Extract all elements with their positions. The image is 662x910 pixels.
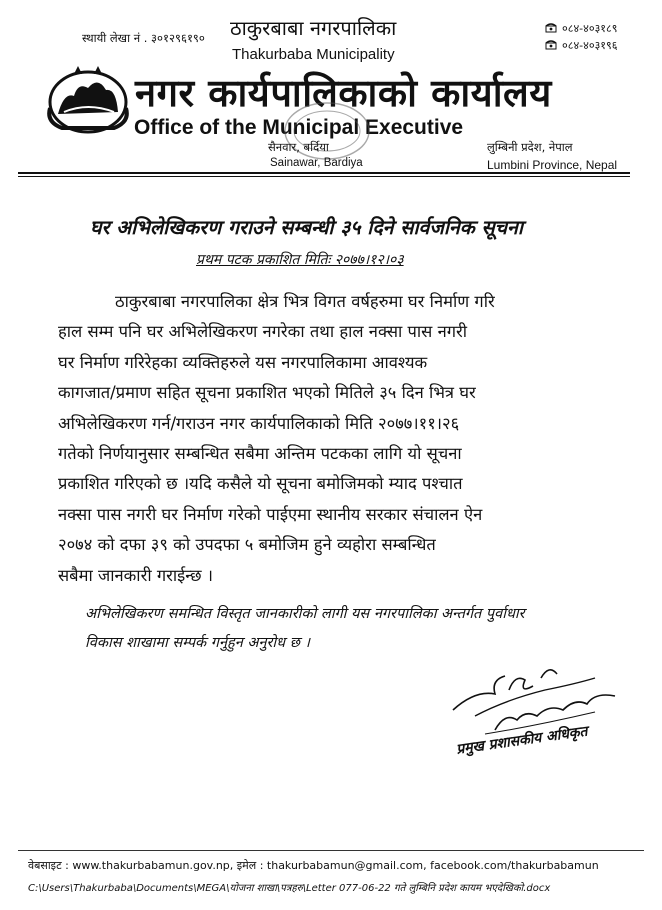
- address-right-nepali: लुम्बिनी प्रदेश, नेपाल: [487, 140, 573, 154]
- body-line: नक्सा पास नगरी घर निर्माण गरेको पाईएमा स्थानीय सरकार संचालन ऐन: [58, 504, 483, 524]
- handwritten-signature: [445, 650, 630, 740]
- publication-date: प्रथम पटक प्रकाशित मितिः २०७७।१२।०३: [196, 252, 404, 268]
- notice-body: [58, 287, 614, 591]
- municipality-name-nepali: ठाकुरबाबा नगरपालिका: [230, 16, 397, 40]
- note-line: विकास शाखामा सम्पर्क गर्नुहुन अनुरोध छ ।: [85, 635, 310, 651]
- body-line: ठाकुरबाबा नगरपालिका क्षेत्र भित्र विगत वर्षहरुमा घर निर्माण गरि: [115, 292, 495, 311]
- address-right-english: Lumbini Province, Nepal: [487, 158, 618, 172]
- body-line: हाल सम्म पनि घर अभिलेखिकरण नगरेका तथा हाल नक्सा पास नगरी: [58, 322, 468, 342]
- body-line: सबैमा जानकारी गराईन्छ ।: [58, 565, 214, 585]
- registration-number: स्थायी लेखा नं . ३०१२९६१९०: [82, 31, 205, 45]
- phone-numbers: [545, 20, 617, 54]
- footer-file-path: C:\Users\Thakurbaba\Documents\MEGA\योजना शाखा\पत्रहरु\Letter 077-06-22 गते लुम्बिनि प्रदेश कायम भएदेखिको.docx: [28, 883, 551, 894]
- body-line: गतेको निर्णयानुसार सम्बन्धित सबैमा अन्तिम पटकका लागि यो सूचना: [58, 443, 462, 463]
- phone-line-1: [545, 20, 617, 37]
- note-line: अभिलेखिकरण समन्धित विस्तृत जानकारीको लागी यस नगरपालिका अन्तर्गत पुर्वाधार: [85, 606, 525, 622]
- body-line: घर निर्माण गरिरेहका व्यक्तिहरुले यस नगरपालिकामा आवश्यक: [58, 352, 428, 372]
- notice-title: घर अभिलेखिकरण गराउने सम्बन्धी ३५ दिने सार्वजनिक सूचना: [90, 216, 523, 239]
- telephone-icon: [545, 40, 557, 50]
- body-line: अभिलेखिकरण गर्न/गराउन नगर कार्यपालिकाको मिति २०७७।११।२६: [58, 413, 460, 433]
- office-title-english: Office of the Municipal Executive: [134, 116, 464, 139]
- footer-divider: [18, 850, 644, 851]
- municipality-name-english: Thakurbaba Municipality: [232, 46, 395, 63]
- phone-number: ०८४-४०३१८९: [562, 22, 618, 35]
- header-divider: [18, 172, 630, 174]
- office-title-nepali: नगर कार्यपालिकाको कार्यालय: [135, 71, 552, 115]
- body-line: प्रकाशित गरिएको छ ।यदि कसैले यो सूचना बमोजिमको म्याद पश्चात: [58, 474, 463, 494]
- address-left-english: Sainawar, Bardiya: [270, 157, 363, 169]
- telephone-icon: [545, 23, 557, 33]
- header-divider-thin: [18, 176, 630, 177]
- phone-line-2: [545, 37, 617, 54]
- body-line: कागजात/प्रमाण सहित सूचना प्रकाशित भएको मितिले ३५ दिन भित्र घर: [58, 383, 476, 403]
- address-left-nepali: सैनवार, बर्दिया: [268, 140, 329, 154]
- footer-contact: वेबसाइट : www.thakurbabamun.gov.np, इमेल : thakurbabamun@gmail.com, facebook.com/thakurbabamun: [28, 859, 599, 872]
- nepal-emblem-logo: [44, 62, 132, 138]
- signatory-title: प्रमुख प्रशासकीय अधिकृत: [455, 723, 589, 758]
- body-line: २०७४ को दफा ३९ को उपदफा ५ बमोजिम हुने व्यहोरा सम्बन्धित: [58, 535, 436, 555]
- phone-number: ०८४-४०३१९६: [562, 39, 618, 52]
